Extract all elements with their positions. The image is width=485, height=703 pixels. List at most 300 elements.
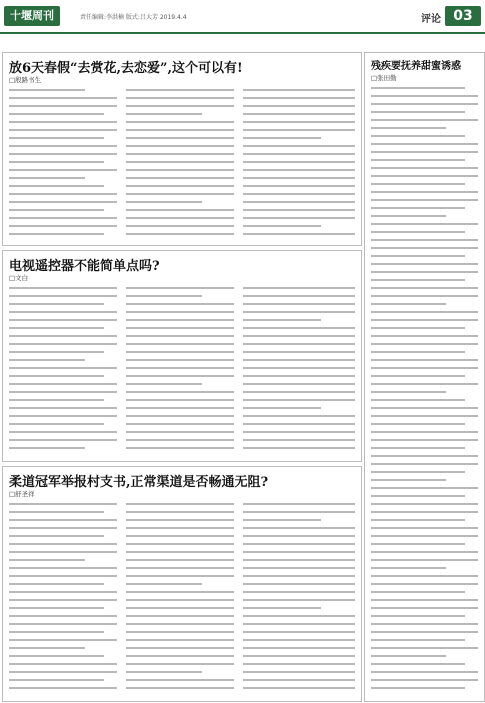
text-line bbox=[126, 607, 234, 609]
text-line bbox=[126, 527, 234, 529]
text-line bbox=[126, 503, 234, 505]
text-line bbox=[126, 575, 234, 577]
text-line bbox=[371, 375, 465, 377]
text-line bbox=[9, 663, 117, 665]
text-line bbox=[371, 671, 478, 673]
text-line bbox=[371, 103, 478, 105]
text-line bbox=[243, 543, 355, 545]
article-byline: □舒圣祥 bbox=[9, 490, 35, 498]
text-line bbox=[243, 447, 355, 449]
text-line bbox=[9, 607, 104, 609]
text-line bbox=[371, 423, 465, 425]
text-line bbox=[126, 383, 202, 385]
text-line bbox=[9, 311, 117, 313]
text-line bbox=[9, 97, 117, 99]
text-line bbox=[243, 631, 355, 633]
text-line bbox=[243, 343, 355, 345]
text-line bbox=[126, 185, 234, 187]
text-line bbox=[126, 415, 234, 417]
text-line bbox=[243, 623, 355, 625]
text-line bbox=[9, 335, 117, 337]
header-rule bbox=[0, 32, 485, 34]
text-line bbox=[9, 383, 117, 385]
text-line bbox=[371, 607, 478, 609]
text-line bbox=[243, 567, 355, 569]
text-line bbox=[9, 153, 117, 155]
text-line bbox=[9, 233, 104, 235]
text-line bbox=[371, 191, 478, 193]
text-line bbox=[126, 367, 234, 369]
text-line bbox=[126, 655, 234, 657]
text-line bbox=[126, 615, 234, 617]
text-line bbox=[126, 209, 234, 211]
text-line bbox=[126, 663, 234, 665]
text-line bbox=[9, 559, 85, 561]
text-line bbox=[243, 639, 355, 641]
text-line bbox=[9, 367, 117, 369]
text-line bbox=[371, 391, 446, 393]
text-line bbox=[371, 487, 478, 489]
text-line bbox=[243, 351, 355, 353]
article-remote-control bbox=[2, 250, 362, 462]
text-line bbox=[126, 359, 234, 361]
text-line bbox=[126, 161, 234, 163]
text-line bbox=[371, 287, 478, 289]
text-line bbox=[9, 447, 85, 449]
text-line bbox=[126, 519, 234, 521]
text-line bbox=[9, 631, 104, 633]
text-line bbox=[126, 599, 234, 601]
text-line bbox=[243, 383, 355, 385]
text-line bbox=[126, 137, 234, 139]
text-line bbox=[9, 543, 117, 545]
text-line bbox=[243, 359, 355, 361]
article-body bbox=[9, 287, 355, 457]
text-line bbox=[371, 559, 478, 561]
text-line bbox=[243, 559, 355, 561]
text-line bbox=[243, 423, 355, 425]
text-line bbox=[9, 639, 117, 641]
text-line bbox=[9, 535, 104, 537]
text-line bbox=[126, 113, 202, 115]
text-line bbox=[9, 511, 104, 513]
text-line bbox=[371, 239, 478, 241]
editor-meta: 责任编辑:李洪楠 版式:吕大芳 2019.4.4 bbox=[80, 14, 187, 21]
text-line bbox=[243, 679, 355, 681]
text-line bbox=[243, 647, 355, 649]
article-column bbox=[371, 87, 478, 697]
text-line bbox=[243, 599, 355, 601]
text-line bbox=[9, 201, 117, 203]
text-line bbox=[371, 327, 465, 329]
text-line bbox=[371, 415, 478, 417]
text-line bbox=[371, 591, 465, 593]
text-line bbox=[243, 153, 355, 155]
text-line bbox=[243, 161, 355, 163]
text-line bbox=[371, 447, 465, 449]
article-title: 残疾要抚养甜蜜诱惑 bbox=[371, 61, 461, 72]
text-line bbox=[9, 359, 85, 361]
text-line bbox=[243, 193, 355, 195]
text-line bbox=[371, 639, 465, 641]
text-line bbox=[371, 679, 478, 681]
text-line bbox=[9, 575, 117, 577]
text-line bbox=[9, 551, 117, 553]
text-line bbox=[243, 145, 355, 147]
text-line bbox=[371, 143, 478, 145]
text-line bbox=[126, 319, 234, 321]
article-title: 柔道冠军举报村支书,正常渠道是否畅通无阻? bbox=[9, 475, 269, 490]
text-line bbox=[126, 407, 234, 409]
text-line bbox=[243, 551, 355, 553]
text-line bbox=[243, 415, 355, 417]
article-column bbox=[243, 89, 355, 241]
text-line bbox=[371, 175, 478, 177]
article-column bbox=[9, 287, 117, 457]
text-line bbox=[371, 511, 478, 513]
text-line bbox=[9, 185, 104, 187]
text-line bbox=[243, 225, 321, 227]
article-spring-break bbox=[2, 52, 362, 246]
article-body bbox=[9, 89, 355, 241]
brand-logo: 十堰周刊 bbox=[4, 6, 60, 26]
text-line bbox=[126, 169, 234, 171]
article-byline: □张田勤 bbox=[371, 74, 397, 82]
text-line bbox=[371, 135, 465, 137]
text-line bbox=[9, 295, 117, 297]
text-line bbox=[371, 543, 465, 545]
text-line bbox=[371, 87, 465, 89]
text-line bbox=[9, 615, 117, 617]
text-line bbox=[126, 153, 234, 155]
text-line bbox=[9, 375, 104, 377]
text-line bbox=[9, 121, 117, 123]
text-line bbox=[243, 615, 355, 617]
article-column bbox=[126, 503, 234, 697]
text-line bbox=[371, 655, 446, 657]
text-line bbox=[9, 303, 104, 305]
text-line bbox=[371, 463, 478, 465]
text-line bbox=[9, 217, 117, 219]
text-line bbox=[126, 671, 202, 673]
text-line bbox=[126, 567, 234, 569]
text-line bbox=[9, 527, 117, 529]
text-line bbox=[126, 335, 234, 337]
text-line bbox=[371, 263, 478, 265]
text-line bbox=[371, 687, 465, 689]
text-line bbox=[9, 169, 117, 171]
text-line bbox=[243, 375, 355, 377]
text-line bbox=[243, 169, 355, 171]
text-line bbox=[126, 511, 234, 513]
text-line bbox=[371, 223, 478, 225]
text-line bbox=[243, 503, 355, 505]
text-line bbox=[126, 233, 234, 235]
text-line bbox=[243, 311, 355, 313]
text-line bbox=[371, 311, 478, 313]
text-line bbox=[371, 495, 465, 497]
text-line bbox=[243, 185, 355, 187]
text-line bbox=[371, 479, 446, 481]
text-line bbox=[126, 391, 234, 393]
text-line bbox=[243, 327, 355, 329]
text-line bbox=[9, 687, 117, 689]
text-line bbox=[243, 233, 355, 235]
text-line bbox=[371, 199, 478, 201]
masthead bbox=[0, 0, 485, 32]
text-line bbox=[243, 439, 355, 441]
text-line bbox=[371, 631, 478, 633]
text-line bbox=[9, 287, 117, 289]
text-line bbox=[371, 183, 465, 185]
text-line bbox=[126, 225, 234, 227]
text-line bbox=[126, 351, 234, 353]
text-line bbox=[371, 407, 478, 409]
text-line bbox=[126, 535, 234, 537]
text-line bbox=[243, 407, 321, 409]
text-line bbox=[243, 671, 355, 673]
text-line bbox=[9, 415, 117, 417]
text-line bbox=[126, 145, 234, 147]
text-line bbox=[371, 367, 478, 369]
text-line bbox=[371, 335, 478, 337]
text-line bbox=[371, 575, 478, 577]
text-line bbox=[126, 177, 234, 179]
text-line bbox=[9, 209, 104, 211]
text-line bbox=[243, 663, 355, 665]
text-line bbox=[371, 271, 478, 273]
text-line bbox=[243, 217, 355, 219]
text-line bbox=[243, 129, 355, 131]
text-line bbox=[243, 607, 321, 609]
text-line bbox=[126, 201, 202, 203]
text-line bbox=[243, 583, 355, 585]
article-column bbox=[243, 287, 355, 457]
text-line bbox=[243, 391, 355, 393]
text-line bbox=[243, 591, 355, 593]
text-line bbox=[243, 655, 355, 657]
text-line bbox=[9, 193, 117, 195]
article-byline: □殷路书生 bbox=[9, 76, 42, 84]
text-line bbox=[126, 679, 234, 681]
text-line bbox=[9, 439, 117, 441]
text-line bbox=[9, 145, 117, 147]
text-line bbox=[126, 105, 234, 107]
text-line bbox=[371, 351, 465, 353]
text-line bbox=[9, 89, 85, 91]
text-line bbox=[9, 105, 117, 107]
text-line bbox=[371, 455, 478, 457]
text-line bbox=[371, 303, 446, 305]
text-line bbox=[126, 89, 234, 91]
text-line bbox=[9, 129, 117, 131]
text-line bbox=[126, 375, 234, 377]
page-number: 03 bbox=[445, 6, 481, 26]
text-line bbox=[9, 599, 117, 601]
text-line bbox=[371, 503, 478, 505]
article-title: 放6天春假“去赏花,去恋爱”,这个可以有! bbox=[9, 61, 243, 76]
text-line bbox=[371, 399, 465, 401]
text-line bbox=[126, 295, 202, 297]
text-line bbox=[126, 559, 234, 561]
text-line bbox=[371, 279, 465, 281]
text-line bbox=[126, 631, 234, 633]
text-line bbox=[371, 127, 446, 129]
text-line bbox=[371, 247, 478, 249]
text-line bbox=[371, 567, 446, 569]
text-line bbox=[371, 159, 465, 161]
text-line bbox=[243, 287, 355, 289]
article-column bbox=[126, 287, 234, 457]
text-line bbox=[9, 225, 117, 227]
text-line bbox=[126, 591, 234, 593]
text-line bbox=[243, 687, 355, 689]
text-line bbox=[371, 551, 478, 553]
text-line bbox=[371, 343, 478, 345]
text-line bbox=[371, 255, 465, 257]
text-line bbox=[126, 303, 234, 305]
text-line bbox=[371, 111, 465, 113]
text-line bbox=[371, 167, 478, 169]
article-body bbox=[9, 503, 355, 697]
text-line bbox=[9, 583, 104, 585]
text-line bbox=[371, 319, 478, 321]
text-line bbox=[371, 663, 465, 665]
text-line bbox=[243, 319, 321, 321]
text-line bbox=[243, 399, 355, 401]
text-line bbox=[126, 343, 234, 345]
text-line bbox=[243, 335, 355, 337]
article-column bbox=[9, 89, 117, 241]
text-line bbox=[9, 137, 104, 139]
text-line bbox=[9, 327, 104, 329]
text-line bbox=[371, 623, 478, 625]
text-line bbox=[9, 647, 85, 649]
text-line bbox=[243, 303, 355, 305]
text-line bbox=[371, 647, 478, 649]
text-line bbox=[126, 217, 234, 219]
text-line bbox=[243, 137, 321, 139]
text-line bbox=[243, 367, 355, 369]
section-label: 评论 bbox=[421, 14, 441, 25]
text-line bbox=[126, 687, 234, 689]
text-line bbox=[9, 113, 104, 115]
text-line bbox=[9, 351, 104, 353]
article-judo-champion bbox=[2, 466, 362, 702]
text-line bbox=[9, 655, 104, 657]
text-line bbox=[371, 119, 478, 121]
text-line bbox=[126, 121, 234, 123]
text-line bbox=[9, 431, 117, 433]
text-line bbox=[9, 591, 117, 593]
text-line bbox=[243, 177, 355, 179]
text-line bbox=[371, 599, 478, 601]
article-title: 电视遥控器不能简单点吗? bbox=[9, 259, 160, 274]
text-line bbox=[371, 151, 478, 153]
text-line bbox=[371, 471, 465, 473]
text-line bbox=[126, 97, 234, 99]
article-byline: □文白 bbox=[9, 274, 29, 282]
text-line bbox=[243, 527, 355, 529]
text-line bbox=[9, 623, 117, 625]
text-line bbox=[243, 519, 321, 521]
text-line bbox=[371, 359, 478, 361]
text-line bbox=[126, 447, 234, 449]
article-sidebar-column bbox=[364, 52, 485, 702]
text-line bbox=[243, 575, 355, 577]
text-line bbox=[126, 423, 234, 425]
text-line bbox=[9, 671, 117, 673]
text-line bbox=[9, 567, 117, 569]
text-line bbox=[243, 97, 355, 99]
text-line bbox=[9, 391, 117, 393]
text-line bbox=[371, 527, 478, 529]
text-line bbox=[126, 647, 234, 649]
text-line bbox=[371, 295, 478, 297]
text-line bbox=[371, 519, 465, 521]
text-line bbox=[243, 105, 355, 107]
text-line bbox=[9, 423, 104, 425]
text-line bbox=[9, 503, 117, 505]
text-line bbox=[243, 89, 355, 91]
text-line bbox=[371, 95, 478, 97]
text-line bbox=[371, 431, 478, 433]
text-line bbox=[9, 399, 104, 401]
text-line bbox=[126, 543, 234, 545]
text-line bbox=[371, 615, 465, 617]
text-line bbox=[9, 679, 104, 681]
article-body bbox=[371, 87, 478, 697]
text-line bbox=[126, 623, 234, 625]
text-line bbox=[243, 511, 355, 513]
text-line bbox=[126, 639, 234, 641]
text-line bbox=[126, 551, 234, 553]
text-line bbox=[126, 399, 234, 401]
text-line bbox=[9, 177, 85, 179]
text-line bbox=[243, 209, 355, 211]
text-line bbox=[126, 129, 234, 131]
article-column bbox=[126, 89, 234, 241]
text-line bbox=[243, 121, 355, 123]
text-line bbox=[126, 431, 234, 433]
text-line bbox=[126, 193, 234, 195]
text-line bbox=[9, 407, 117, 409]
text-line bbox=[371, 439, 478, 441]
text-line bbox=[243, 113, 355, 115]
text-line bbox=[126, 439, 234, 441]
article-column bbox=[9, 503, 117, 697]
text-line bbox=[371, 535, 478, 537]
article-column bbox=[243, 503, 355, 697]
text-line bbox=[243, 535, 355, 537]
text-line bbox=[9, 161, 104, 163]
text-line bbox=[9, 319, 117, 321]
text-line bbox=[243, 431, 355, 433]
text-line bbox=[126, 311, 234, 313]
text-line bbox=[371, 583, 478, 585]
text-line bbox=[126, 583, 202, 585]
text-line bbox=[126, 327, 234, 329]
text-line bbox=[243, 201, 355, 203]
text-line bbox=[126, 287, 234, 289]
text-line bbox=[371, 215, 446, 217]
text-line bbox=[371, 207, 465, 209]
text-line bbox=[9, 343, 117, 345]
text-line bbox=[9, 519, 117, 521]
text-line bbox=[371, 383, 478, 385]
text-line bbox=[243, 295, 355, 297]
text-line bbox=[371, 231, 465, 233]
